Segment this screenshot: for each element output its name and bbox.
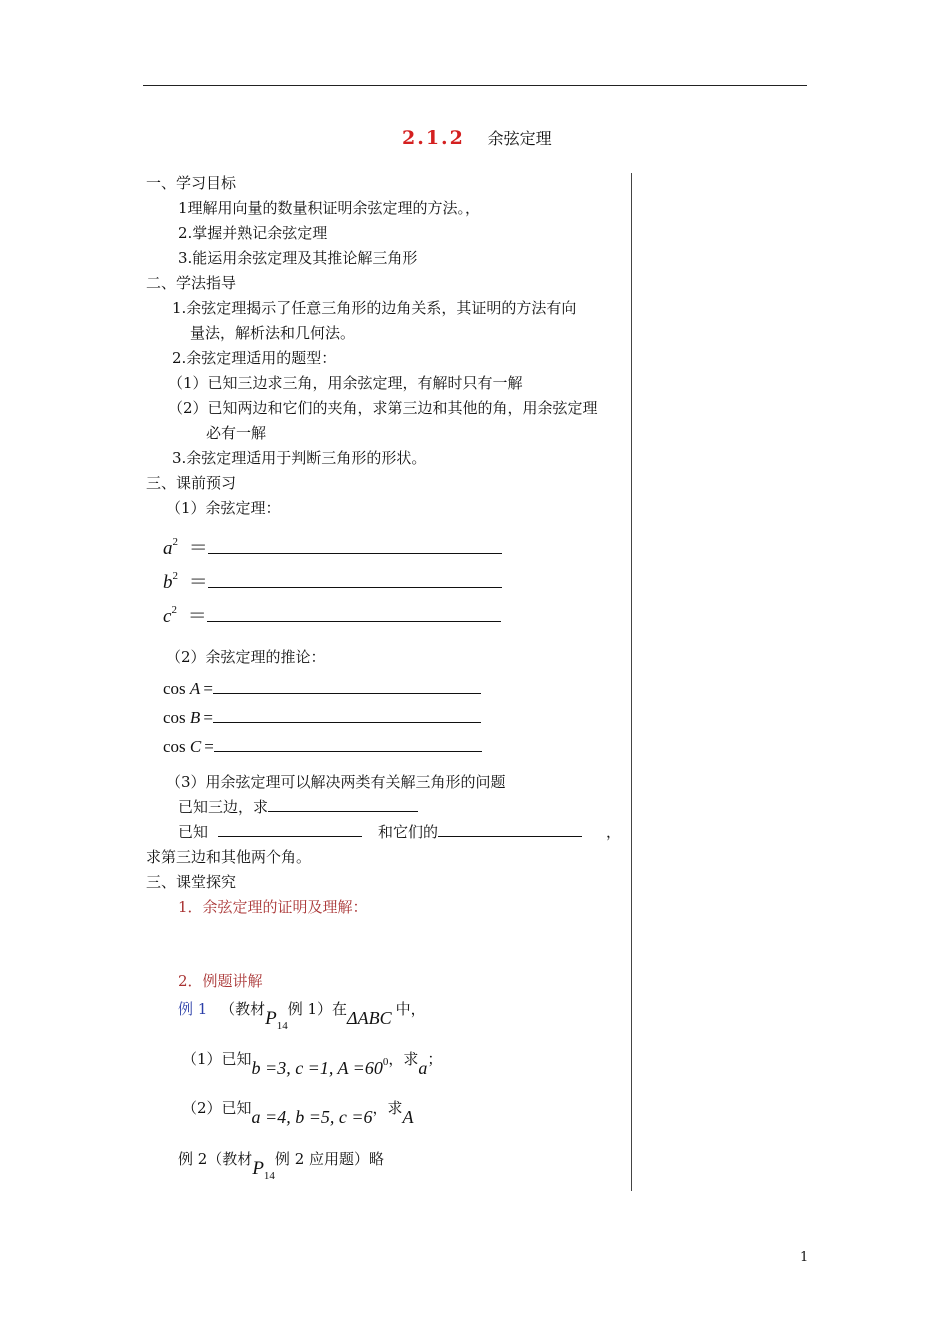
question-text: ，求	[372, 1099, 403, 1117]
cos-var: A	[189, 679, 201, 698]
answer-blank[interactable]	[208, 587, 502, 588]
method-subitem: （2）已知两边和它们的夹角，求第三边和其他的角，用余弦定理	[168, 399, 598, 417]
fill-line-2	[178, 825, 621, 840]
method-subitem: 必有一解	[206, 424, 267, 442]
page-number: 1	[800, 1250, 809, 1265]
answer-blank[interactable]	[214, 751, 482, 752]
preview-question: （2）余弦定理的推论：	[166, 648, 326, 666]
method-item: 1.余弦定理揭示了任意三角形的边角关系，其证明的方法有向	[172, 299, 577, 317]
title-text: 余弦定理	[487, 129, 552, 148]
title-number: 2.1.2	[402, 127, 465, 149]
example-2	[178, 1149, 385, 1182]
fill-text: ，	[606, 823, 622, 841]
cos-var: B	[189, 708, 201, 727]
formula-cos-a	[163, 680, 481, 697]
cos-label: cos	[163, 737, 186, 756]
question-expr: a =4, b =5, c =6	[251, 1107, 373, 1127]
answer-blank[interactable]	[213, 693, 481, 694]
section-heading-goals: 一、学习目标	[146, 174, 237, 192]
example-text: 例 1）在	[287, 1000, 348, 1018]
fill-text: 已知三边，求	[178, 798, 269, 816]
example-1-question-2	[182, 1098, 414, 1127]
formula-eq: ＝	[188, 538, 208, 559]
formula-eq: ＝	[187, 606, 207, 627]
question-text: （2）已知	[182, 1099, 252, 1117]
formula-var: b	[163, 572, 173, 593]
example-1	[178, 999, 426, 1032]
method-item: 量法，解析法和几何法。	[190, 324, 356, 342]
formula-eq: ＝	[188, 572, 208, 593]
method-item: 3.余弦定理适用于判断三角形的形状。	[172, 449, 427, 467]
section-heading-preview: 三、课前预习	[146, 474, 237, 492]
question-text: ，求	[388, 1050, 419, 1068]
section-heading-explore: 三、课堂探究	[146, 873, 237, 891]
page-title	[402, 129, 552, 148]
answer-blank[interactable]	[207, 621, 501, 622]
formula-b-squared	[163, 570, 502, 593]
formula-var: a	[163, 538, 173, 559]
explore-topic: 2．例题讲解	[178, 972, 263, 990]
formula-var: c	[163, 606, 172, 627]
textbook-page: 14	[276, 1020, 288, 1032]
formula-eq: =	[204, 737, 214, 756]
formula-a-squared	[163, 536, 502, 559]
question-var: A	[402, 1107, 414, 1127]
cos-var: C	[189, 737, 202, 756]
formula-sup: 2	[172, 536, 178, 548]
cos-label: cos	[163, 679, 186, 698]
preview-question: （1）余弦定理：	[166, 499, 281, 517]
textbook-page: 14	[263, 1170, 275, 1182]
formula-eq: =	[203, 679, 213, 698]
question-text: （1）已知	[182, 1050, 252, 1068]
section-heading-method: 二、学法指导	[146, 274, 237, 292]
fill-line-3: 求第三边和其他两个角。	[146, 848, 312, 866]
answer-blank[interactable]	[213, 722, 481, 723]
example-1-question-1	[182, 1049, 443, 1078]
question-var: a	[418, 1058, 428, 1078]
formula-eq: =	[203, 708, 213, 727]
preview-question: （3）用余弦定理可以解决两类有关解三角形的问题	[166, 773, 506, 791]
formula-sup: 2	[171, 604, 177, 616]
example-text: 例 2（教材	[178, 1150, 253, 1168]
formula-sup: 2	[172, 570, 178, 582]
cos-label: cos	[163, 708, 186, 727]
goal-item: 2.掌握并熟记余弦定理	[178, 224, 328, 242]
fill-line-1	[178, 800, 418, 815]
fill-text: 和它们的	[378, 823, 439, 841]
header-rule	[143, 85, 807, 86]
question-expr: b =3, c =1, A =60	[251, 1058, 383, 1078]
example-text: 中，	[395, 1000, 426, 1018]
question-text: ；	[427, 1050, 443, 1068]
formula-cos-b	[163, 709, 481, 726]
formula-cos-c	[163, 738, 482, 755]
method-subitem: （1）已知三边求三角，用余弦定理，有解时只有一解	[168, 374, 523, 392]
method-item: 2.余弦定理适用的题型：	[172, 349, 337, 367]
goal-item: 3.能运用余弦定理及其推论解三角形	[178, 249, 418, 267]
answer-blank[interactable]	[438, 836, 582, 837]
example-label: 例 1	[178, 1000, 208, 1018]
column-rule	[631, 173, 632, 1191]
textbook-p: P	[265, 1008, 277, 1029]
formula-c-squared	[163, 604, 501, 627]
example-text: 例 2 应用题）略	[274, 1150, 385, 1168]
answer-blank[interactable]	[268, 811, 418, 812]
goal-item: 1理解用向量的数量积证明余弦定理的方法。，	[178, 199, 481, 217]
question-sup: 0	[382, 1056, 389, 1068]
triangle-abc: ΔABC	[347, 1008, 392, 1028]
fill-text: 已知	[178, 823, 209, 841]
explore-topic: 1．余弦定理的证明及理解：	[178, 898, 368, 916]
example-text: （教材	[220, 1000, 266, 1018]
answer-blank[interactable]	[208, 553, 502, 554]
answer-blank[interactable]	[218, 836, 362, 837]
textbook-p: P	[252, 1158, 264, 1179]
